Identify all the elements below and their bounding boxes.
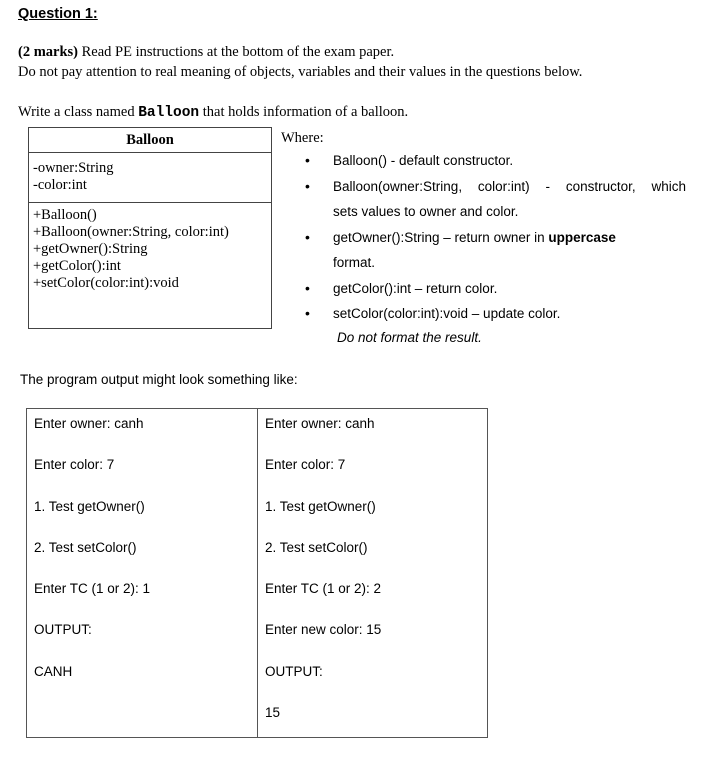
uml-method: +setColor(color:int):void [33,275,179,291]
uml-methods [29,203,271,292]
output-line: CANH [34,663,73,679]
task-suffix: that holds information of a balloon. [199,104,409,120]
instructions-text: Read PE instructions at the bottom of the exam paper. [78,44,395,60]
output-line: 1. Test getOwner() [265,498,376,514]
output-line: Enter color: 7 [265,457,346,473]
output-line: Enter color: 7 [34,457,115,473]
output-line: 1. Test getOwner() [34,498,145,514]
marks-label: (2 marks) [18,44,79,60]
uml-attribute: -owner:String [33,160,114,176]
bullet-getowner-line1 [333,225,686,251]
output-column-left [27,409,257,737]
where-label: Where: [281,130,324,146]
output-line: OUTPUT: [34,622,92,638]
uml-method: +getColor():int [33,258,121,274]
bullet-constructor-line1: • Balloon(owner:String, color:int) - constructor, which [333,178,686,194]
sample-output-table [26,408,488,738]
bullet-constructor-line2: sets values to owner and color. [333,204,519,219]
uml-method: +Balloon() [33,207,97,223]
uml-class-diagram [28,127,272,329]
bullet-constructor [303,174,686,225]
output-line: Enter new color: 15 [265,622,382,638]
uml-class-name: Balloon [29,128,271,153]
method-descriptions [303,148,686,327]
bullet-default-constructor: • Balloon() - default constructor. [303,148,686,174]
task-description [18,104,408,121]
bullet-getowner [303,225,686,276]
output-line: Enter TC (1 or 2): 2 [265,581,382,597]
output-column-right [257,409,487,737]
question-title: Question 1: [18,6,98,22]
bullet-setcolor: • setColor(color:int):void – update color. [303,301,686,327]
task-prefix: Write a class named [18,104,139,120]
uml-attributes [29,153,271,203]
format-note: Do not format the result. [337,330,482,345]
output-line: 2. Test setColor() [265,539,368,555]
output-intro: The program output might look something like: [20,372,298,387]
class-name: Balloon [138,105,200,121]
intro-line-1 [18,44,394,61]
intro-line-2: Do not pay attention to real meaning of objects, variables and their values in the questions below. [18,64,583,80]
uml-method: +Balloon(owner:String, color:int) [33,224,229,240]
output-line: Enter owner: canh [265,416,375,431]
bullet-getowner-text: getOwner():String – return owner in [333,229,549,245]
output-line: OUTPUT: [265,663,323,679]
output-line: Enter TC (1 or 2): 1 [34,581,151,597]
uppercase-emphasis: uppercase [548,229,616,245]
bullet-getcolor: • getColor():int – return color. [303,276,686,302]
output-line: 2. Test setColor() [34,539,137,555]
bullet-getowner-line2: format. [333,255,376,270]
uml-attribute: -color:int [33,177,87,193]
output-line: Enter owner: canh [34,416,144,431]
output-line: 15 [265,705,281,721]
uml-method: +getOwner():String [33,241,148,257]
